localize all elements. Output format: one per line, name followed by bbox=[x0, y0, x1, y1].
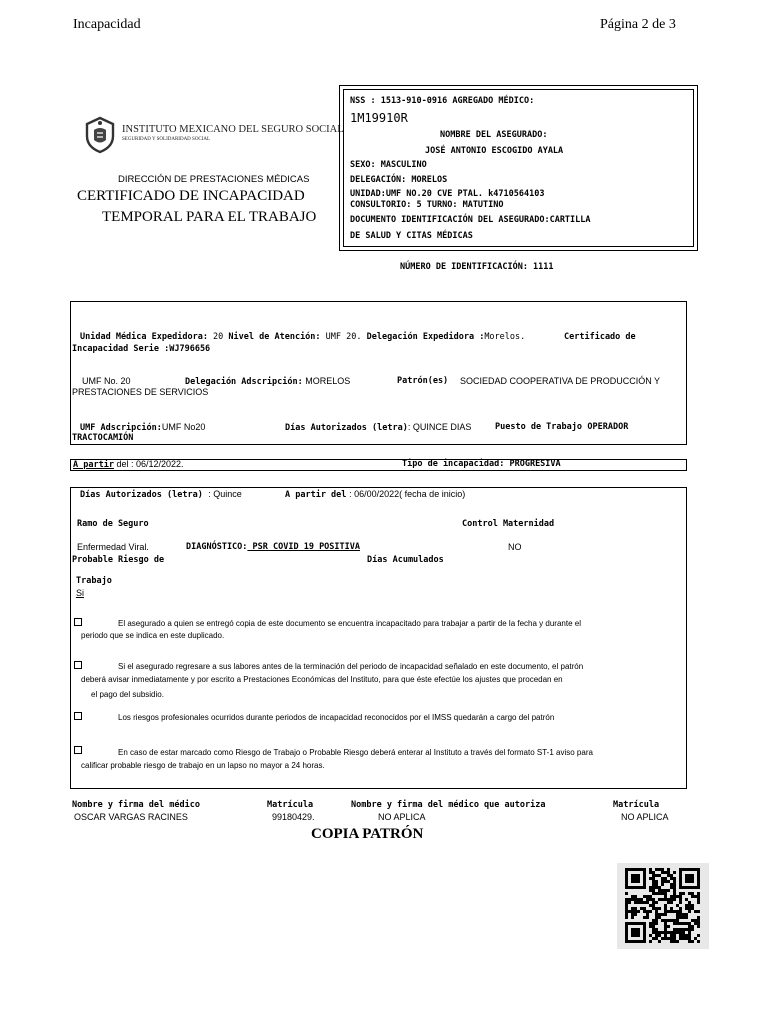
ramo-seguro-label: Ramo de Seguro bbox=[77, 519, 149, 529]
umf-value: UMF No. 20 bbox=[82, 376, 131, 386]
probable-riesgo-value: Si bbox=[76, 588, 85, 598]
dias-autorizados-unit: Días Autorizados (letra): QUINCE DIAS bbox=[285, 422, 472, 433]
logo-institute-name: INSTITUTO MEXICANO DEL SEGURO SOCIAL bbox=[122, 124, 344, 135]
insured-name-value: JOSÉ ANTONIO ESCOGIDO AYALA bbox=[425, 146, 564, 156]
agregado-medico-value: 1M19910R bbox=[350, 111, 408, 125]
signature-authorizer-value: NO APLICA bbox=[378, 812, 426, 822]
sexo-line: SEXO: MASCULINO bbox=[350, 160, 427, 170]
note-4-line2: calificar probable riesgo de trabajo en un lapso no mayor a 24 horas. bbox=[81, 761, 325, 770]
insured-name-label: NOMBRE DEL ASEGURADO: bbox=[440, 130, 548, 140]
page-header-title: Incapacidad bbox=[73, 17, 141, 32]
note-4-line1: En caso de estar marcado como Riesgo de Trabajo o Probable Riesgo deberá enterar al Instituto a través del formato ST-1 aviso para bbox=[118, 748, 593, 757]
control-maternidad-label: Control Maternidad bbox=[462, 519, 555, 529]
imss-logo-icon bbox=[84, 116, 116, 154]
signature-doctor-value: OSCAR VARGAS RACINES bbox=[74, 812, 188, 822]
signature-doctor-label: Nombre y firma del médico bbox=[72, 800, 200, 810]
probable-riesgo-label: Probable Riesgo de bbox=[72, 555, 165, 565]
copy-label: COPIA PATRÓN bbox=[311, 826, 424, 842]
patron-value-line2: PRESTACIONES DE SERVICIOS bbox=[72, 387, 209, 397]
patron-value: SOCIEDAD COOPERATIVA DE PRODUCCIÓN Y bbox=[460, 376, 661, 386]
direction-label: DIRECCIÓN DE PRESTACIONES MÉDICAS bbox=[118, 174, 310, 185]
unit-row1-line2: Incapacidad Serie :WJ796656 bbox=[72, 344, 211, 354]
unidad-line: UNIDAD:UMF NO.20 CVE PTAL. k4710564103 bbox=[350, 189, 545, 199]
documento-line2: DE SALUD Y CITAS MÉDICAS bbox=[350, 231, 473, 241]
certificate-title-line2: TEMPORAL PARA EL TRABAJO bbox=[102, 209, 317, 225]
note-checkbox[interactable] bbox=[74, 746, 82, 754]
signature-matricula-value: 99180429. bbox=[272, 812, 315, 822]
note-checkbox[interactable] bbox=[74, 661, 82, 669]
unit-row1-certificado-label: Certificado de bbox=[564, 332, 636, 342]
nss-line: NSS : 1513-910-0916 AGREGADO MÉDICO: bbox=[350, 96, 535, 106]
delegacion-adscripcion: Delegación Adscripción: MORELOS bbox=[185, 376, 351, 387]
puesto-trabajo: Puesto de Trabajo OPERADOR bbox=[495, 422, 629, 432]
note-1-line2: periodo que se indica en este duplicado. bbox=[81, 631, 225, 640]
signature-matricula-label: Matrícula bbox=[267, 800, 314, 810]
note-checkbox[interactable] bbox=[74, 712, 82, 720]
puesto-trabajo-line2: TRACTOCAMIÓN bbox=[72, 433, 134, 443]
control-maternidad-value: NO bbox=[508, 542, 522, 552]
unit-row1: Unidad Médica Expedidora: 20 Nivel de Atención: UMF 20. Delegación Expedidora :Morelos. bbox=[80, 332, 526, 342]
umf-adscripcion: UMF Adscripción:UMF No20 bbox=[80, 422, 206, 433]
note-2-line3: el pago del subsidio. bbox=[91, 690, 164, 699]
delegacion-line: DELEGACIÓN: MORELOS bbox=[350, 175, 448, 185]
a-partir-del: A partir del : 06/00/2022( fecha de inicio) bbox=[285, 489, 466, 500]
note-3-line1: Los riesgos profesionales ocurridos durante periodos de incapacidad reconocidos por el IMSS quedarán a cargo del patrón bbox=[118, 713, 555, 722]
certificate-title-line1: CERTIFICADO DE INCAPACIDAD bbox=[77, 188, 305, 204]
signature-authorizer-label: Nombre y firma del médico que autoriza bbox=[351, 800, 546, 810]
page-number: Página 2 de 3 bbox=[600, 17, 676, 32]
date-bar-start: A partir del : 06/12/2022. bbox=[73, 459, 184, 470]
tipo-incapacidad: Tipo de incapacidad: PROGRESIVA bbox=[402, 459, 561, 469]
dias-acumulados-label: Días Acumulados bbox=[367, 555, 444, 565]
patron-label: Patrón(es) bbox=[397, 376, 449, 386]
trabajo-label: Trabajo bbox=[76, 576, 112, 586]
documento-line1: DOCUMENTO IDENTIFICACIÓN DEL ASEGURADO:CARTILLA bbox=[350, 215, 591, 225]
note-2-line1: Si el asegurado regresare a sus labores antes de la terminación del periodo de incapacidad señalado en este documento, el patrón bbox=[118, 662, 584, 671]
qr-code-icon bbox=[617, 863, 709, 949]
dias-autorizados: Días Autorizados (letra) : Quince bbox=[80, 489, 242, 500]
ramo-seguro-value: Enfermedad Viral. bbox=[77, 542, 149, 552]
signature-matricula2-label: Matrícula bbox=[613, 800, 660, 810]
logo-tagline: SEGURIDAD Y SOLIDARIDAD SOCIAL bbox=[122, 137, 211, 142]
signature-matricula2-value: NO APLICA bbox=[621, 812, 669, 822]
note-checkbox[interactable] bbox=[74, 618, 82, 626]
id-number: NÚMERO DE IDENTIFICACIÓN: 1111 bbox=[400, 262, 554, 272]
note-1-line1: El asegurado a quien se entregó copia de este documento se encuentra incapacitado para trabajar a partir de la fecha y durante el bbox=[118, 619, 581, 628]
note-2-line2: deberá avisar inmediatamente y por escrito a Prestaciones Económicas del Instituto, para que éste efectúe los ajustes que procedan en bbox=[81, 675, 563, 684]
diagnostico: DIAGNÓSTICO: PSR COVID 19 POSITIVA bbox=[186, 542, 361, 552]
consultorio-line: CONSULTORIO: 5 TURNO: MATUTINO bbox=[350, 200, 504, 210]
